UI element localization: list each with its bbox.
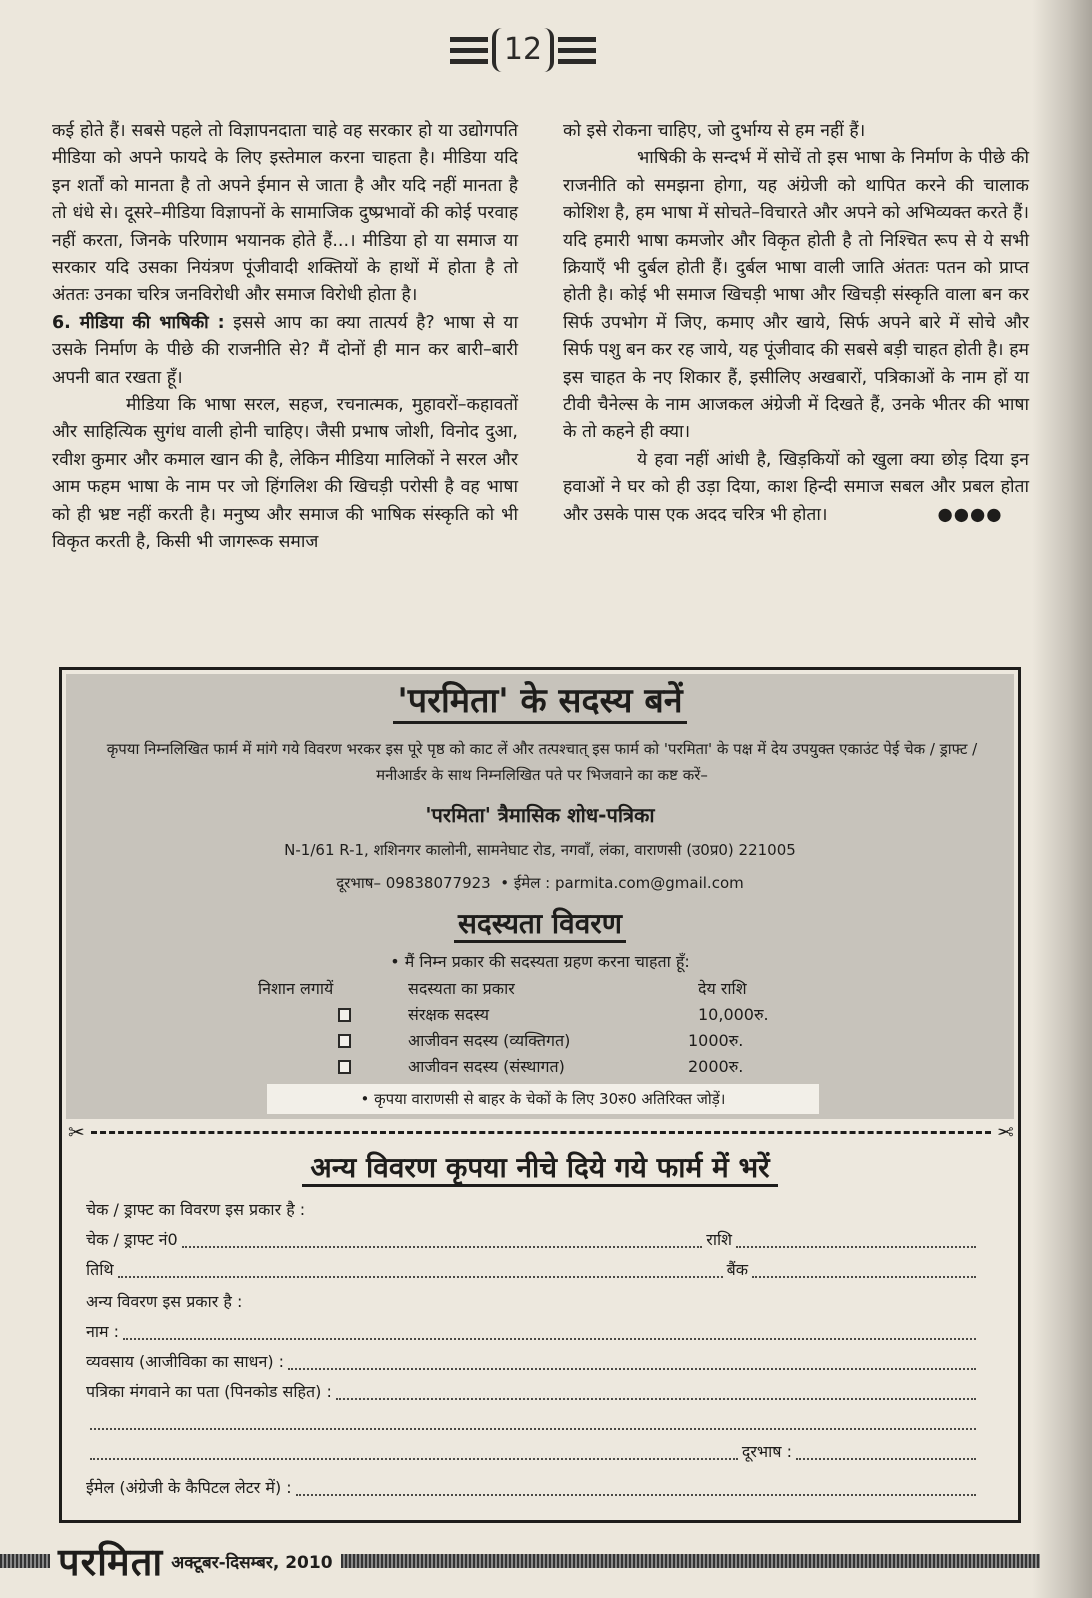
question-text: इससे आप का क्या तात्पर्य है? भाषा से या उसके निर्माण के पीछे की राजनीति से? मैं दोनों ही मान कर बारी–बारी अपनी बात रखता हूँ। bbox=[52, 312, 518, 388]
date-field[interactable] bbox=[118, 1270, 723, 1278]
name-field[interactable] bbox=[123, 1332, 976, 1340]
form-row-cheque bbox=[86, 1226, 980, 1254]
membership-amount: 2000रु. bbox=[688, 1057, 744, 1076]
header-amount: देय राशि bbox=[698, 979, 747, 998]
form-row-address bbox=[86, 1378, 980, 1406]
cheque-number-label: चेक / ड्राफ्ट नं0 bbox=[86, 1230, 178, 1249]
right-ornament bbox=[558, 37, 596, 64]
page-number bbox=[458, 22, 588, 78]
amount-field[interactable] bbox=[736, 1240, 976, 1248]
header-mark: निशान लगायें bbox=[258, 979, 334, 998]
subscription-title: 'परमिता' के सदस्य बनें bbox=[62, 678, 1018, 724]
header-type: सदस्यता का प्रकार bbox=[408, 979, 515, 998]
occupation-field[interactable] bbox=[288, 1362, 976, 1370]
dashed-line bbox=[91, 1131, 991, 1134]
cut-line[interactable] bbox=[68, 1122, 1014, 1142]
form-title: अन्य विवरण कृपया नीचे दिये गये फार्म में भरें bbox=[62, 1148, 1018, 1188]
form-row-email bbox=[86, 1474, 980, 1502]
email-field[interactable] bbox=[296, 1488, 976, 1496]
membership-pledge: • मैं निम्न प्रकार की सदस्यता ग्रहण करना चाहता हूँ: bbox=[390, 952, 690, 971]
membership-type: आजीवन सदस्य (संस्थागत) bbox=[408, 1057, 565, 1076]
form-row-name bbox=[86, 1318, 980, 1346]
address-field[interactable] bbox=[336, 1392, 976, 1400]
article-paragraph: मीडिया कि भाषा सरल, सहज, रचनात्मक, मुहावरों–कहावतों और साहित्यिक सुगंध वाली होनी चाहिए। जैसी प्रभाष जोशी, विनोद दुआ, रवीश कुमार और कमाल खान की है, लेकिन मीडिया मालिकों ने सरल और आम फहम भाषा के नाम पर जो हिंगलिश की खिचड़ी परोसी है वह भाषा को ही भ्रष्ट नहीं करती है। मनुष्य और समाज की भाषिक संस्कृति को भी विकृत करती है, किसी भी जागरूक समाज bbox=[52, 395, 518, 553]
membership-checkbox-life-individual[interactable] bbox=[338, 1034, 351, 1048]
email-field-label: ईमेल (अंग्रेजी के कैपिटल लेटर में) : bbox=[86, 1478, 292, 1497]
table-header-row bbox=[258, 976, 818, 1002]
email-address: parmita.com@gmail.com bbox=[555, 874, 744, 892]
article-left-column bbox=[52, 118, 518, 557]
article-paragraph: कई होते हैं। सबसे पहले तो विज्ञापनदाता चाहे वह सरकार हो या उद्योगपति मीडिया को अपने फायदे के लिए इस्तेमाल करना चाहता है। मीडिया यदि इन शर्तों को मानता है तो अपने ईमान से जाता है और यदि नहीं मानता है तो धंधे से। दूसरे–मीडिया विज्ञापनों के सामाजिक दुष्प्रभावों की कोई परवाह नहीं करता, जिनके परिणाम भयानक होते हैं...। मीडिया हो या समाज या सरकार यदि उसका नियंत्रण पूंजीवादी शक्तियों के हाथों में होता है तो अंततः उनका चरित्र जनविरोधी और समाज विरोधी होता है। bbox=[52, 121, 518, 306]
subscription-box bbox=[59, 667, 1021, 1523]
scissors-icon: ✂ bbox=[68, 1120, 85, 1144]
contact-line bbox=[62, 871, 1018, 895]
phone-number: 09838077923 bbox=[385, 874, 491, 892]
bank-field[interactable] bbox=[752, 1270, 976, 1278]
footer-issue: अक्टूबर-दिसम्बर, 2010 bbox=[171, 1552, 333, 1573]
membership-amount: 10,000रु. bbox=[698, 1005, 769, 1024]
membership-type: संरक्षक सदस्य bbox=[408, 1005, 490, 1024]
address-label: पत्रिका मंगवाने का पता (पिनकोड सहित) : bbox=[86, 1382, 332, 1401]
article-closing-text: ये हवा नहीं आंधी है, खिड़कियों को खुला क्या छोड़ दिया इन हवाओं ने घर को ही उड़ा दिया, काश हिन्दी समाज सबल और प्रबल होता और उसके पास एक अदद चरित्र भी होता। bbox=[563, 449, 1029, 525]
footer-brand: परमिता bbox=[58, 1540, 164, 1584]
name-label: नाम : bbox=[86, 1322, 120, 1341]
cheque-details-label: चेक / ड्राफ्ट का विवरण इस प्रकार है : bbox=[86, 1200, 306, 1219]
bank-label: बैंक bbox=[726, 1260, 748, 1279]
phone-label: दूरभाष– bbox=[336, 874, 381, 892]
article-paragraph: को इसे रोकना चाहिए, जो दुर्भाग्य से हम नहीं हैं। bbox=[563, 121, 866, 141]
question-paragraph bbox=[52, 310, 518, 392]
page-footer bbox=[0, 1536, 1040, 1586]
other-details-label: अन्य विवरण इस प्रकार है : bbox=[86, 1292, 243, 1311]
form-other-details bbox=[86, 1288, 486, 1316]
table-row bbox=[258, 1002, 818, 1028]
page-edge-shadow bbox=[1032, 0, 1092, 1598]
article-paragraph bbox=[563, 447, 1029, 529]
article-paragraph: भाषिकी के सन्दर्भ में सोचें तो इस भाषा के निर्माण के पीछे की राजनीति को समझना होगा, यह अंग्रेजी को थापित करने की चालाक कोशिश है, हम भाषा में सोचते–विचारते और अपने को अभिव्यक्त करते हैं। यदि हमारी भाषा कमजोर और विकृत होती है तो निश्चित रूप से ये सभी क्रियाएँ भी दुर्बल होती हैं। दुर्बल भाषा वाली जाति अंततः पतन को प्राप्त होती है। कोई भी समाज खिचड़ी भाषा और खिचड़ी संस्कृति वाला बन कर सिर्फ उपभोग में जिए, कमाए और खाये, सिर्फ अपने बारे में सोचे और सिर्फ पशु बन कर रह जाये, यह पूंजीवाद की सबसे बड़ी चाहत होती है। हम इस चाहत के नए शिकार हैं, इसीलिए अखबारों, पत्रिकाओं के नाम हों या टीवी चैनेल्स के नाम आजकल अंग्रेजी में दिखते हैं, उनके भीतर की भाषा के तो कहने ही क्या। bbox=[563, 148, 1029, 443]
footer-stripe bbox=[0, 1554, 50, 1568]
scissors-icon: ✂ bbox=[997, 1120, 1014, 1144]
left-ornament bbox=[450, 37, 488, 64]
membership-checkbox-life-institutional[interactable] bbox=[338, 1060, 351, 1074]
page-number-text: 12 bbox=[492, 28, 554, 72]
form-row-date bbox=[86, 1256, 980, 1284]
question-label: 6. मीडिया की भाषिकी : bbox=[52, 312, 225, 333]
membership-title: सदस्यता विवरण bbox=[62, 904, 1018, 944]
address-field-line-3[interactable] bbox=[90, 1452, 738, 1460]
article-right-column bbox=[563, 118, 1029, 529]
membership-amount: 1000रु. bbox=[688, 1031, 744, 1050]
postal-address: N-1/61 R-1, शशिनगर कालोनी, सामनेघाट रोड, नगवाँ, लंका, वाराणसी (उ0प्र0) 221005 bbox=[284, 841, 796, 859]
form-row-occupation bbox=[86, 1348, 980, 1376]
address-field-line-2[interactable] bbox=[90, 1422, 976, 1430]
form-row-address-2 bbox=[86, 1408, 980, 1436]
journal-name: 'परमिता' त्रैमासिक शोध-पत्रिका bbox=[425, 803, 655, 827]
email-label: • ईमेल : bbox=[500, 874, 551, 892]
phone-field[interactable] bbox=[796, 1452, 976, 1460]
table-row bbox=[258, 1028, 818, 1054]
membership-type: आजीवन सदस्य (व्यक्तिगत) bbox=[408, 1031, 571, 1050]
outstation-cheque-note: • कृपया वाराणसी से बाहर के चेकों के लिए 30रु0 अतिरिक्त जोड़ें। bbox=[267, 1084, 819, 1114]
form-cheque-details bbox=[86, 1196, 486, 1224]
occupation-label: व्यवसाय (आजीविका का साधन) : bbox=[86, 1352, 285, 1371]
phone-field-label: दूरभाष : bbox=[741, 1442, 792, 1461]
date-label: तिथि bbox=[86, 1260, 114, 1279]
end-mark: ●●●● bbox=[937, 504, 1003, 525]
footer-stripe bbox=[341, 1554, 1040, 1568]
cheque-number-field[interactable] bbox=[182, 1240, 703, 1248]
table-row bbox=[258, 1054, 818, 1080]
membership-checkbox-patron[interactable] bbox=[338, 1008, 351, 1022]
amount-label: राशि bbox=[706, 1230, 732, 1249]
subscription-intro: कृपया निम्नलिखित फार्म में मांगे गये विवरण भरकर इस पूरे पृष्ठ को काट लें और तत्पश्चात् इस फार्म को 'परमिता' के पक्ष में देय उपयुक्त एकाउंट पेई चेक / ड्राफ्ट / मनीआर्डर के साथ निम्नलिखित पते पर भिजवाने का कष्ट करें– bbox=[106, 740, 978, 784]
form-row-phone bbox=[86, 1438, 980, 1466]
